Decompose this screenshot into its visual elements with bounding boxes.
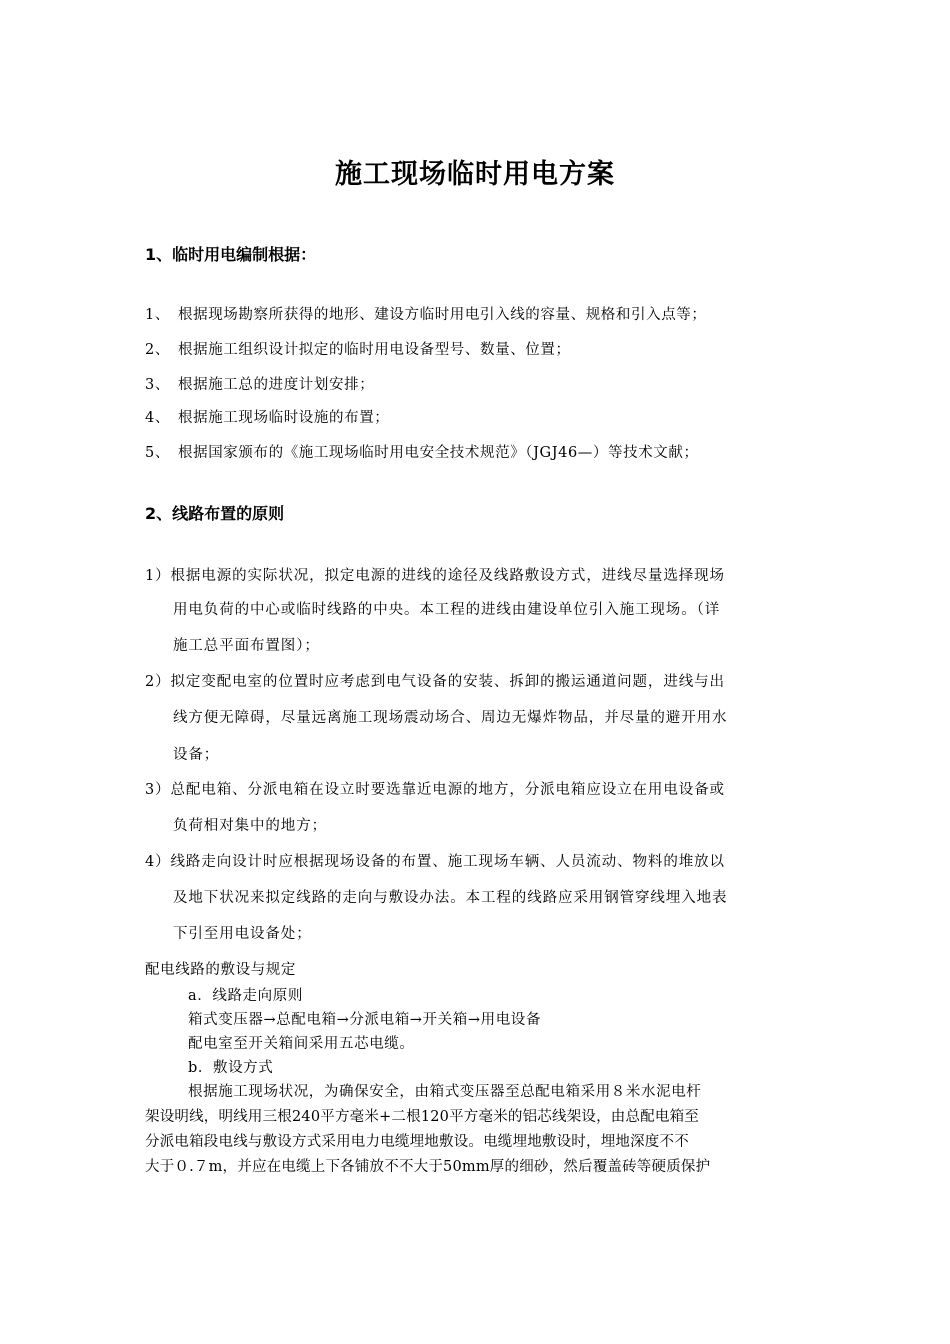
- paragraph-line: 根据施工现场状况，为确保安全，由箱式变压器至总配电箱采用８米水泥电杆: [188, 1084, 702, 1100]
- paragraph-line: 负荷相对集中的地方；: [173, 818, 327, 834]
- paragraph-line: 施工总平面布置图）；: [173, 638, 320, 654]
- paragraph-line: 用电负荷的中心或临时线路的中央。本工程的进线由建设单位引入施工现场。（详: [173, 602, 721, 618]
- list-item-number: 4、: [145, 410, 170, 426]
- list-item-number: 3、: [145, 377, 170, 393]
- paragraph-line: 配电室至开关箱间采用五芯电缆。: [188, 1036, 415, 1052]
- list-item-text: 根据施工现场临时设施的布置；: [178, 410, 390, 426]
- section1-heading: 1、临时用电编制根据：: [145, 245, 317, 264]
- list-item-number: 1、: [145, 307, 170, 323]
- list-item: [145, 303, 707, 324]
- list-item-text: 根据施工组织设计拟定的临时用电设备型号、数量、位置；: [178, 342, 571, 358]
- paragraph-line: 下引至用电设备处；: [173, 926, 312, 942]
- paragraph-line: 线方便无障碍，尽量远离施工现场震动场合、周边无爆炸物品，并尽量的避开用水: [173, 710, 728, 726]
- paragraph-line: 设备；: [173, 747, 220, 763]
- paragraph-line: a．线路走向原则: [188, 988, 303, 1004]
- paragraph-line: 1）根据电源的实际状况，拟定电源的进线的途径及线路敷设方式，进线尽量选择现场: [145, 568, 725, 584]
- paragraph-line: 及地下状况来拟定线路的走向与敷设办法。本工程的线路应采用钢管穿线埋入地表: [173, 890, 728, 906]
- list-item: [145, 338, 571, 359]
- paragraph-line: 4）线路走向设计时应根据现场设备的布置、施工现场车辆、人员流动、物料的堆放以: [145, 854, 725, 870]
- paragraph-line: 配电线路的敷设与规定: [145, 962, 296, 978]
- paragraph-line: 箱式变压器→总配电箱→分派电箱→开关箱→用电设备: [188, 1012, 541, 1028]
- paragraph-line: 2）拟定变配电室的位置时应考虑到电气设备的安装、拆卸的搬运通道问题，进线与出: [145, 674, 725, 690]
- list-item: [145, 373, 374, 394]
- list-item-text: 根据现场勘察所获得的地形、建设方临时用电引入线的容量、规格和引入点等；: [178, 307, 707, 323]
- list-item: [145, 441, 699, 462]
- list-item-number: 2、: [145, 342, 170, 358]
- paragraph-line: 分派电箱段电线与敷设方式采用电力电缆埋地敷设。电缆埋地敷设时，埋地深度不不: [145, 1134, 689, 1150]
- document-title: 施工现场临时用电方案: [335, 159, 615, 190]
- list-item-text: 根据国家颁布的《施工现场临时用电安全技术规范》（JGJ46—）等技术文献；: [178, 445, 699, 461]
- section2-heading: 2、线路布置的原则: [145, 504, 285, 523]
- list-item: [145, 406, 389, 427]
- list-item-text: 根据施工总的进度计划安排；: [178, 377, 375, 393]
- paragraph-line: 大于０.７m，并应在电缆上下各铺放不不大于50mm厚的细砂，然后覆盖砖等硬质保护: [145, 1159, 711, 1175]
- paragraph-line: 3）总配电箱、分派电箱在设立时要选靠近电源的地方，分派电箱应设立在用电设备或: [145, 782, 725, 798]
- paragraph-line: 架设明线，明线用三根240平方毫米+二根120平方毫米的铝芯线架设，由总配电箱至: [145, 1109, 699, 1125]
- list-item-number: 5、: [145, 445, 170, 461]
- paragraph-line: b．敷设方式: [188, 1060, 274, 1076]
